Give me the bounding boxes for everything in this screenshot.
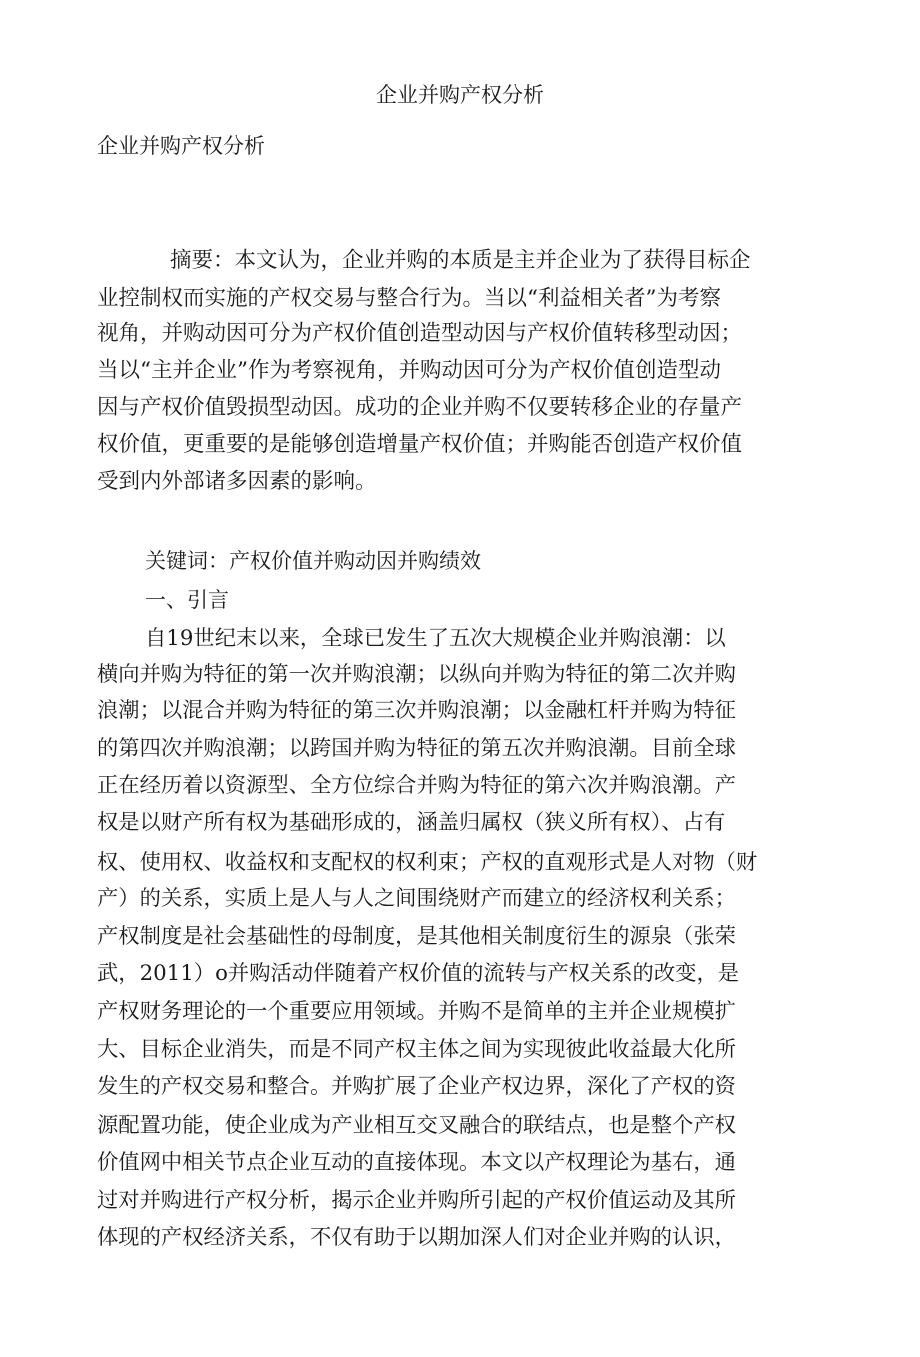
- body-line: 大、目标企业消失，而是不同产权主体之间为实现彼此收益最大化所: [97, 1037, 736, 1062]
- body-line: 正在经历着以资源型、全方位综合并购为特征的第六次并购浪潮。产: [97, 773, 736, 798]
- body-line: 产权制度是社会基础性的母制度，是其他相关制度衍生的源泉（张荣: [97, 924, 736, 949]
- abstract-line: 视角，并购动因可分为产权价值创造型动因与产权价值转移型动因；: [97, 321, 743, 346]
- abstract-line: 权价值，更重要的是能够创造增量产权价值；并购能否创造产权价值: [97, 432, 743, 457]
- abstract-line: 受到内外部诸多因素的影响。: [97, 469, 377, 494]
- body-line: 过对并购进行产权分析，揭示企业并购所引起的产权价值运动及其所: [97, 1188, 736, 1213]
- section-heading: 一、引言: [145, 588, 229, 612]
- body-line: 价值网中相关节点企业互动的直接体现。本文以产权理论为基右，通: [97, 1150, 736, 1175]
- abstract-line: 因与产权价值毁损型动因。成功的企业并购不仅要转移企业的存量产: [97, 395, 743, 420]
- body-line: 产）的关系，实质上是人与人之间围绕财产而建立的经济权利关系；: [97, 886, 736, 911]
- body-line: 源配置功能，使企业成为产业相互交叉融合的联结点，也是整个产权: [97, 1113, 736, 1138]
- body-line: 权、使用权、收益权和支配权的权利束；产权的直观形式是人对物（财: [97, 850, 758, 875]
- body-line: 体现的产权经济关系，不仅有助于以期加深人们对企业并购的认识，: [97, 1225, 736, 1250]
- abstract-line: 业控制权而实施的产权交易与整合行为。当以“利益相关者”为考察: [97, 286, 721, 311]
- abstract-line: 摘要：本文认为，企业并购的本质是主并企业为了获得目标企: [170, 248, 751, 273]
- body-line: 的第四次并购浪潮；以跨国并购为特征的第五次并购浪潮。目前全球: [97, 736, 736, 761]
- body-line: 浪潮；以混合并购为特征的第三次并购浪潮；以金融杠杆并购为特征: [97, 698, 736, 723]
- body-line: 自19世纪末以来，全球已发生了五次大规模企业并购浪潮：以: [145, 626, 726, 651]
- keywords: 关键词：产权价值并购动因并购绩效: [145, 549, 481, 573]
- body-line: 权是以财产所有权为基础形成的，涵盖归属权（狭义所有权）、占有: [97, 810, 726, 835]
- abstract-line: 当以“主并企业”作为考察视角，并购动因可分为产权价值创造型动: [97, 358, 721, 383]
- document-subtitle: 企业并购产权分析: [97, 134, 265, 158]
- body-line: 产权财务理论的一个重要应用领域。并购不是简单的主并企业规模扩: [97, 999, 736, 1024]
- body-line: 发生的产权交易和整合。并购扩展了企业产权边界，深化了产权的资: [97, 1074, 736, 1099]
- body-line: 武，2011）o并购活动伴随着产权价值的流转与产权关系的改变，是: [97, 961, 740, 986]
- document-title: 企业并购产权分析: [376, 83, 544, 107]
- body-line: 横向并购为特征的第一次并购浪潮；以纵向并购为特征的第二次并购: [97, 662, 736, 687]
